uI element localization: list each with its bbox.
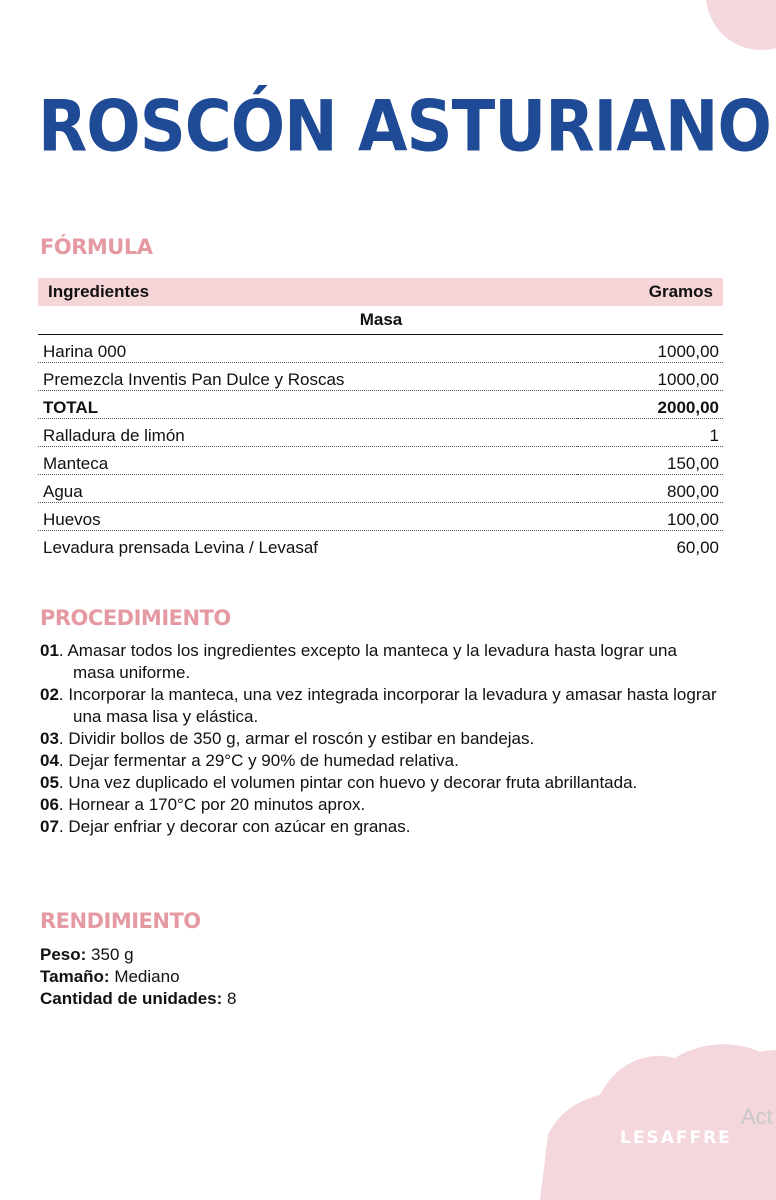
step-text: Dejar fermentar a 29°C y 90% de humedad relativa. [68,751,459,770]
group-row [38,306,723,335]
weight-value: 350 g [91,945,134,964]
size-label: Tamaño: [40,967,110,986]
list-item: 01. Amasar todos los ingredientes excepto la manteca y la levadura hasta lograr una masa uniforme. [40,641,677,682]
grams-column-header: Gramos [648,282,713,301]
ingredient-grams: 60,00 [676,538,719,557]
table-row [38,531,723,559]
ingredient-name: Agua [38,475,577,503]
step-number: 01 [40,641,59,660]
ingredient-name: Levadura prensada Levina / Levasaf [43,538,319,557]
recipe-title: ROSCÓN ASTURIANO [38,86,771,168]
total-label: TOTAL [38,391,577,419]
procedure-steps [40,640,720,838]
yield-heading: RENDIMIENTO [40,909,201,933]
table-row [38,335,723,363]
step-text: Dejar enfriar y decorar con azúcar en granas. [68,817,411,836]
ingredients-table [38,278,723,558]
ingredient-name: Manteca [38,447,577,475]
ingredient-name: Premezcla Inventis Pan Dulce y Roscas [38,363,577,391]
activation-watermark: Act [741,1104,773,1129]
weight-label: Peso: [40,945,87,964]
step-text: Amasar todos los ingredientes excepto la manteca y la levadura hasta lograr una masa uniforme. [67,641,677,682]
step-number: 05 [40,773,59,792]
table-row [38,447,723,475]
table-row [38,503,723,531]
yield-size [40,966,237,988]
ingredient-grams: 1000,00 [577,335,723,363]
group-label: Masa [38,306,723,335]
table-row [38,419,723,447]
formula-heading: FÓRMULA [40,235,153,259]
step-number: 06 [40,795,59,814]
total-row [38,391,723,419]
list-item: 02. Incorporar la manteca, una vez integrada incorporar la levadura y amasar hasta lograr una masa lisa y elástica. [40,685,717,726]
step-number: 03 [40,729,59,748]
ingredient-name: Ralladura de limón [38,419,577,447]
step-number: 04 [40,751,59,770]
size-value: Mediano [114,967,180,986]
list-item: 06. Hornear a 170°C por 20 minutos aprox. [40,795,366,814]
step-text: Incorporar la manteca, una vez integrada incorporar la levadura y amasar hasta lograr una masa lisa y elástica. [68,685,717,726]
step-text: Hornear a 170°C por 20 minutos aprox. [68,795,366,814]
table-row [38,363,723,391]
table-row [38,475,723,503]
total-grams: 2000,00 [577,391,723,419]
brand-logo: LESAFFRE [620,1128,732,1148]
list-item: 04. Dejar fermentar a 29°C y 90% de humedad relativa. [40,751,459,770]
step-number: 07 [40,817,59,836]
ingredient-name: Huevos [38,503,577,531]
step-text: Una vez duplicado el volumen pintar con huevo y decorar fruta abrillantada. [68,773,638,792]
list-item: 03. Dividir bollos de 350 g, armar el roscón y estibar en bandejas. [40,729,535,748]
list-item: 07. Dejar enfriar y decorar con azúcar en granas. [40,817,411,836]
units-value: 8 [227,989,237,1008]
step-number: 02 [40,685,59,704]
yield-weight [40,944,237,966]
ingredient-grams: 800,00 [577,475,723,503]
ingredient-name: Harina 000 [38,335,577,363]
list-item: 05. Una vez duplicado el volumen pintar con huevo y decorar fruta abrillantada. [40,773,638,792]
ingredient-grams: 1000,00 [577,363,723,391]
units-label: Cantidad de unidades: [40,989,223,1008]
table-header-row [38,278,723,306]
ingredient-grams: 1 [577,419,723,447]
yield-details [40,944,237,1010]
corner-decoration [706,0,776,50]
ingredients-column-header: Ingredientes [48,282,150,301]
step-text: Dividir bollos de 350 g, armar el roscón y estibar en bandejas. [68,729,535,748]
procedure-heading: PROCEDIMIENTO [40,606,231,630]
yield-units [40,988,237,1010]
ingredient-grams: 150,00 [577,447,723,475]
ingredient-grams: 100,00 [577,503,723,531]
